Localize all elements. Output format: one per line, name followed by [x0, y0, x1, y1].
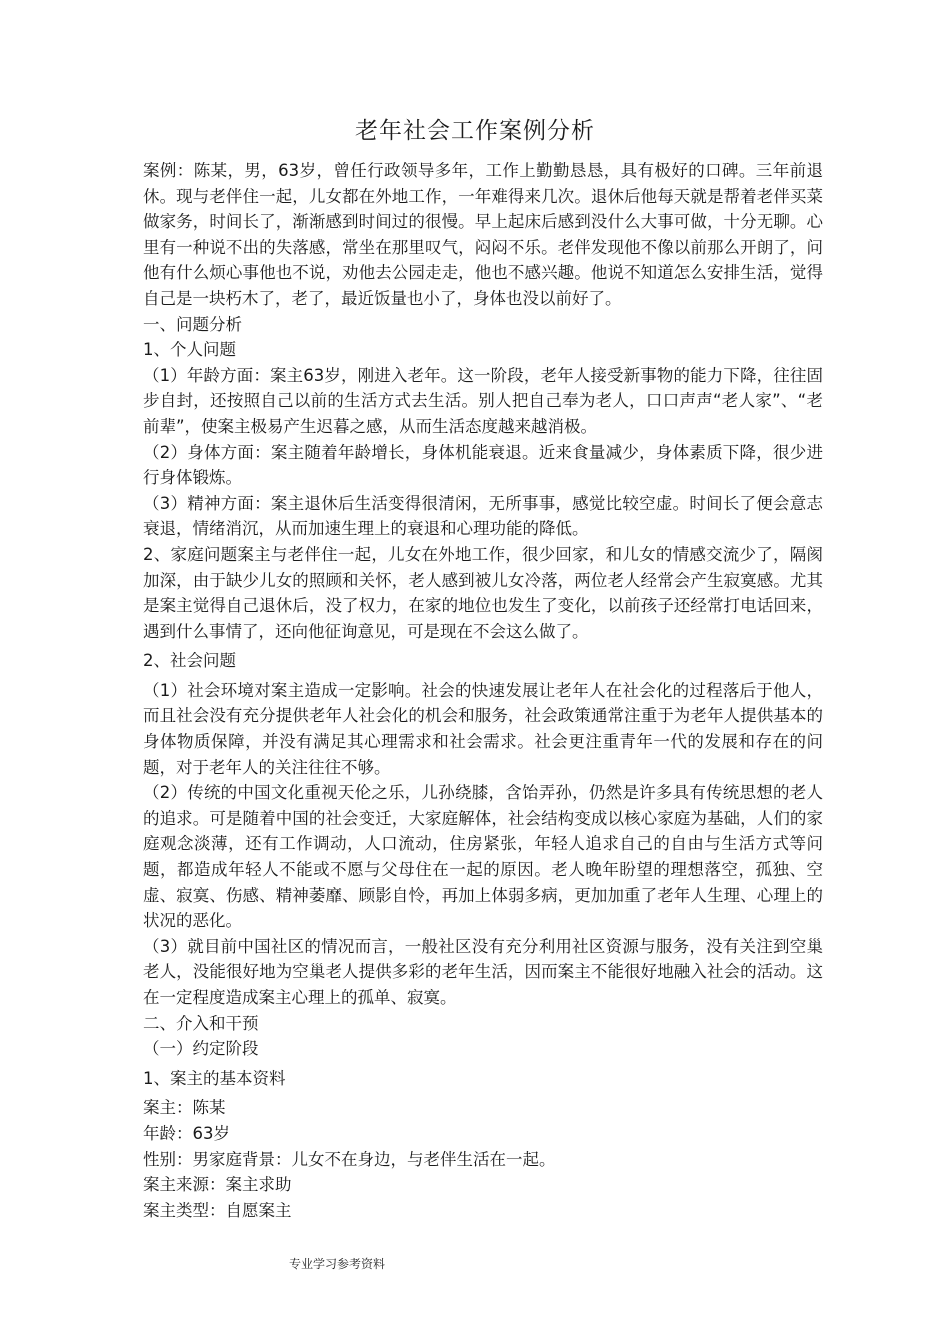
- section-heading: 二、介入和干预: [143, 1013, 259, 1033]
- document-title: 老年社会工作案例分析: [355, 118, 595, 144]
- case-paragraph: 案例：陈某，男，63岁，曾任行政领导多年，工作上勤勤恳恳，具有极好的口碑。三年前退休。现与老伴住一起，儿女都在外地工作，一年难得来几次。退休后他每天就是帮着老伴买菜做家务，时间长了，渐渐感到时间过的很慢。早上起床后感到没什么大事可做，十分无聊。心里有一种说不出的失落感，常坐在那里叹气，闷闷不乐。老伴发现他不像以前那么开朗了，问他有什么烦心事他也不说，劝他去公园走走，他也不感兴趣。他说不知道怎么安排生活，觉得自己是一块朽木了，老了，最近饭量也小了，身体也没以前好了。: [143, 161, 823, 308]
- subsection-heading: 1、个人问题: [143, 340, 236, 360]
- section-heading: 一、问题分析: [143, 314, 242, 334]
- subsection-heading: 2、社会问题: [143, 651, 236, 671]
- subsection-heading: 1、案主的基本资料: [143, 1068, 286, 1088]
- info-line: 案主来源：案主求助: [143, 1175, 292, 1195]
- paragraph: （3）精神方面：案主退休后生活变得很清闲，无所事事，感觉比较空虚。时间长了便会意志衰退，情绪消沉，从而加速生理上的衰退和心理功能的降低。: [143, 493, 823, 539]
- paragraph: （1）社会环境对案主造成一定影响。社会的快速发展让老年人在社会化的过程落后于他人，而且社会没有充分提供老年人社会化的机会和服务，社会政策通常注重于为老年人提供基本的身体物质保障，并没有满足其心理需求和社会需求。社会更注重青年一代的发展和存在的问题，对于老年人的关注往往不够。: [143, 680, 823, 777]
- info-line: 年龄：63岁: [143, 1123, 230, 1143]
- paragraph: （2）传统的中国文化重视天伦之乐，儿孙绕膝，含饴弄孙，仍然是许多具有传统思想的老人的追求。可是随着中国的社会变迁，大家庭解体，社会结构变成以核心家庭为基础，人们的家庭观念淡薄，还有工作调动，人口流动，住房紧张，年轻人追求自己的自由与生活方式等问题，都造成年轻人不能或不愿与父母住在一起的原因。老人晚年盼望的理想落空，孤独、空虚、寂寞、伤感、精神萎靡、顾影自怜，再加上体弱多病，更加加重了老年人生理、心理上的状况的恶化。: [143, 783, 823, 931]
- paragraph: （1）年龄方面：案主63岁，刚进入老年。这一阶段，老年人接受新事物的能力下降，往往固步自封，还按照自己以前的生活方式去生活。别人把自己奉为老人，口口声声“老人家”、“老前辈”，使案主极易产生迟暮之感，从而生活态度越来越消极。: [143, 365, 823, 436]
- page-footer: 专业学习参考资料: [289, 1257, 386, 1271]
- paragraph: 2、家庭问题案主与老伴住一起，儿女在外地工作，很少回家，和儿女的情感交流少了，隔阂加深，由于缺少儿女的照顾和关怀，老人感到被儿女冷落，两位老人经常会产生寂寞感。尤其是案主觉得自己退休后，没了权力，在家的地位也发生了变化，以前孩子还经常打电话回来，遇到什么事情了，还向他征询意见，可是现在不会这么做了。: [143, 544, 823, 641]
- paragraph: （2）身体方面：案主随着年龄增长，身体机能衰退。近来食量减少，身体素质下降，很少进行身体锻炼。: [143, 442, 823, 488]
- document-body: [143, 158, 823, 1223]
- info-line: 性别：男家庭背景：儿女不在身边，与老伴生活在一起。: [143, 1149, 556, 1169]
- paragraph: （3）就目前中国社区的情况而言，一般社区没有充分利用社区资源与服务，没有关注到空巢老人，没能很好地为空巢老人提供多彩的老年生活，因而案主不能很好地融入社会的活动。这在一定程度造成案主心理上的孤单、寂寞。: [143, 936, 823, 1007]
- info-line: 案主：陈某: [143, 1098, 226, 1118]
- subsection-heading: （一）约定阶段: [143, 1039, 259, 1059]
- info-line: 案主类型：自愿案主: [143, 1200, 292, 1220]
